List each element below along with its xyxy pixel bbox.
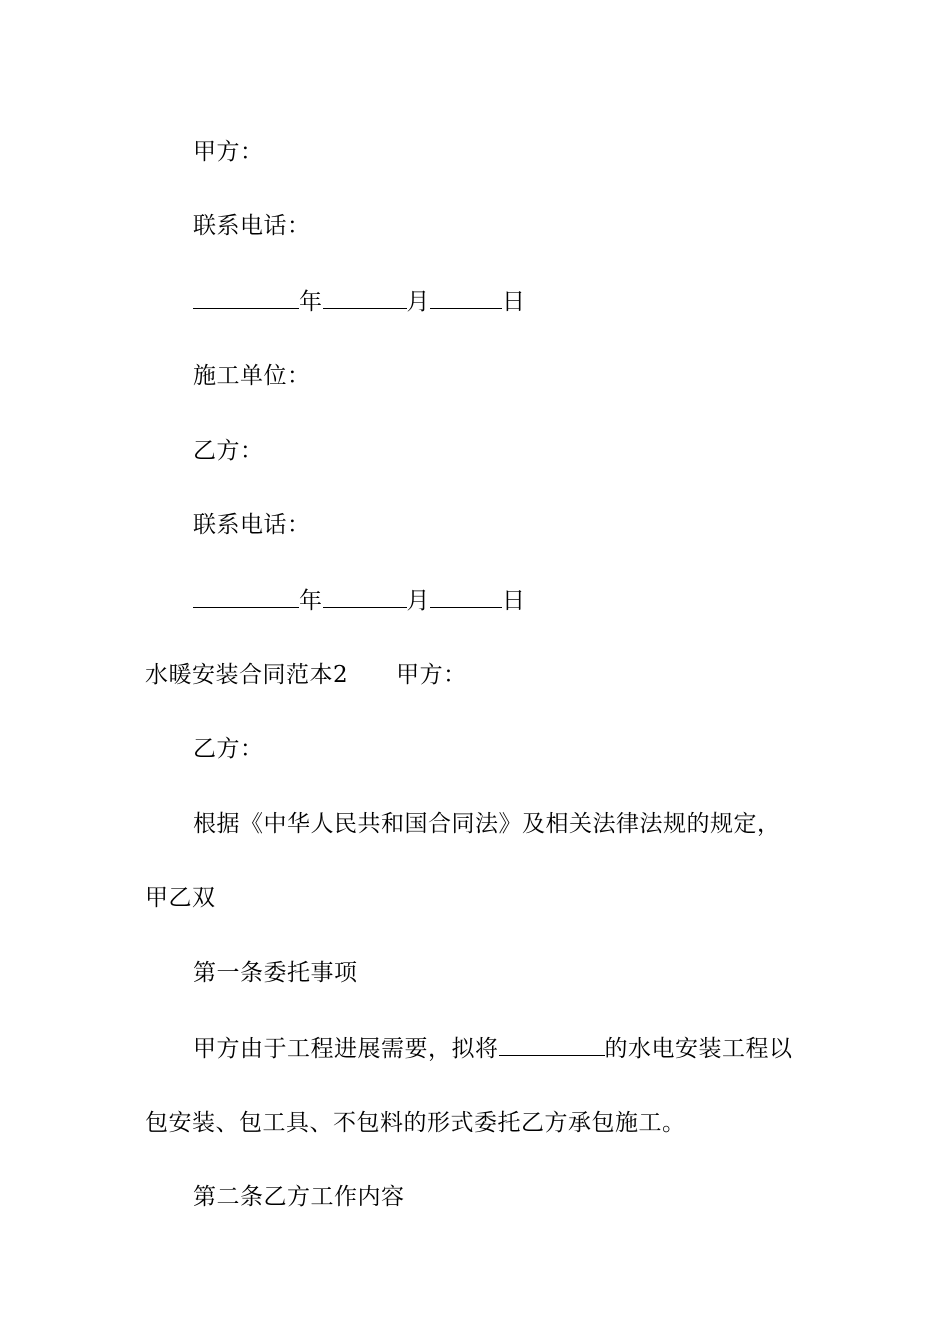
day-label: 日 xyxy=(502,289,526,315)
article-1-text-line1 xyxy=(193,1033,793,1064)
article-1-text-b: 的水电安装工程以 xyxy=(604,1036,793,1062)
party-b-label-2: 乙方： xyxy=(193,736,264,762)
date-line-1 xyxy=(193,286,526,317)
article-1-text-line2: 包安装、包工具、不包料的形式委托乙方承包施工。 xyxy=(145,1110,686,1136)
year-label: 年 xyxy=(299,289,323,315)
basis-paragraph-line2: 甲乙双 xyxy=(145,885,216,911)
month-blank xyxy=(323,286,407,309)
party-a-label: 甲方： xyxy=(193,139,264,165)
year-label: 年 xyxy=(299,588,323,614)
party-a-label-2: 甲方： xyxy=(396,662,467,688)
project-name-blank xyxy=(499,1033,605,1056)
month-label: 月 xyxy=(406,588,430,614)
day-blank xyxy=(430,286,502,309)
article-1-title: 第一条委托事项 xyxy=(193,960,358,986)
phone-label-1: 联系电话： xyxy=(193,213,311,239)
phone-label-2: 联系电话： xyxy=(193,512,311,538)
contract-title: 水暖安装合同范本2 xyxy=(145,662,349,688)
article-1-text-a: 甲方由于工程进展需要，拟将 xyxy=(193,1036,499,1062)
month-label: 月 xyxy=(406,289,430,315)
party-b-label: 乙方： xyxy=(193,438,264,464)
year-blank xyxy=(193,585,299,608)
article-2-title: 第二条乙方工作内容 xyxy=(193,1184,405,1210)
year-blank xyxy=(193,286,299,309)
month-blank xyxy=(323,585,407,608)
contract-title-line xyxy=(145,660,467,690)
date-line-2 xyxy=(193,585,526,616)
construction-unit-label: 施工单位： xyxy=(193,363,311,389)
basis-paragraph-line1: 根据《中华人民共和国合同法》及相关法律法规的规定， xyxy=(193,811,781,837)
day-label: 日 xyxy=(502,588,526,614)
day-blank xyxy=(430,585,502,608)
